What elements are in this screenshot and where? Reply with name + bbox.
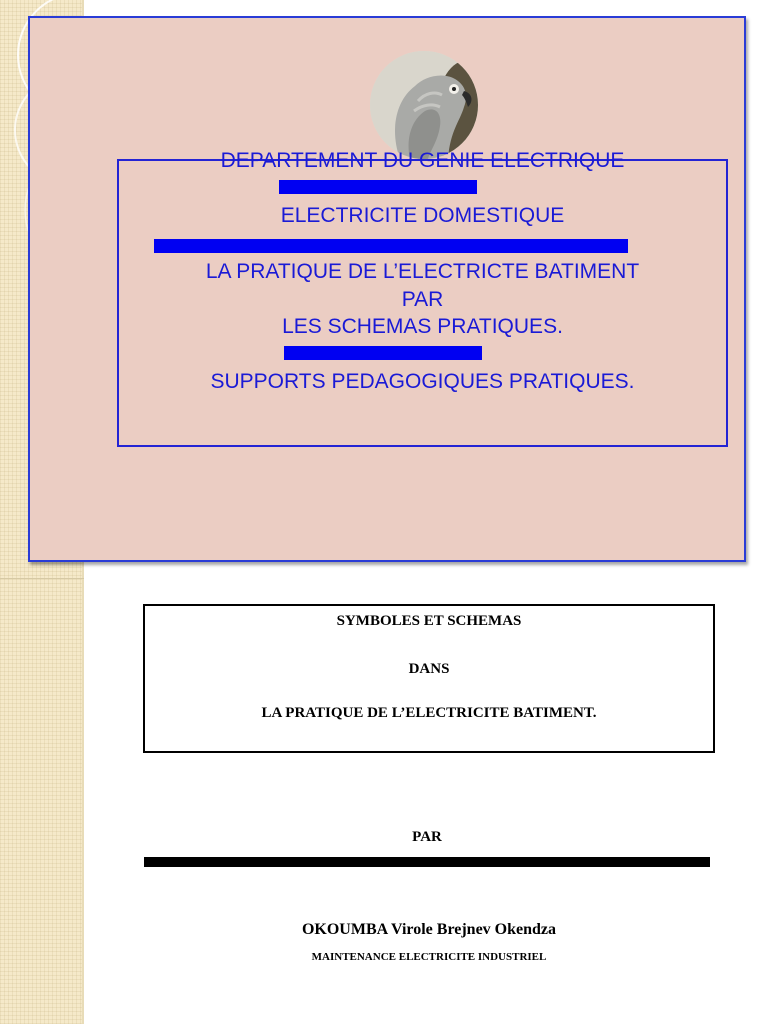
strip-separator — [0, 578, 84, 579]
parrot-icon — [370, 51, 478, 159]
document-title-line-1: SYMBOLES ET SCHEMAS — [336, 613, 522, 629]
practice-line-3: LES SCHEMAS PRATIQUES. — [282, 315, 563, 338]
document-title-line-3: LA PRATIQUE DE L’ELECTRICITE BATIMENT. — [261, 705, 597, 721]
author-name: OKOUMBA Virole Brejnev Okendza — [301, 921, 557, 938]
blue-divider-bar — [284, 346, 482, 360]
blue-divider-bar — [154, 239, 628, 253]
blue-divider-bar — [279, 180, 477, 194]
parrot-photo — [370, 51, 478, 159]
author-divider — [144, 857, 710, 867]
practice-line-2: PAR — [401, 288, 444, 311]
by-label: PAR — [412, 829, 442, 845]
practice-line-1: LA PRATIQUE DE L’ELECTRICTE BATIMENT — [205, 260, 640, 283]
department-heading: DEPARTEMENT DU GENIE ELECTRIQUE — [220, 149, 625, 172]
title-slide — [28, 16, 746, 562]
supports-heading: SUPPORTS PEDAGOGIQUES PRATIQUES. — [210, 370, 635, 393]
subject-heading: ELECTRICITE DOMESTIQUE — [280, 204, 565, 227]
author-role: MAINTENANCE ELECTRICITE INDUSTRIEL — [311, 951, 547, 963]
document-title-line-2: DANS — [408, 661, 450, 677]
